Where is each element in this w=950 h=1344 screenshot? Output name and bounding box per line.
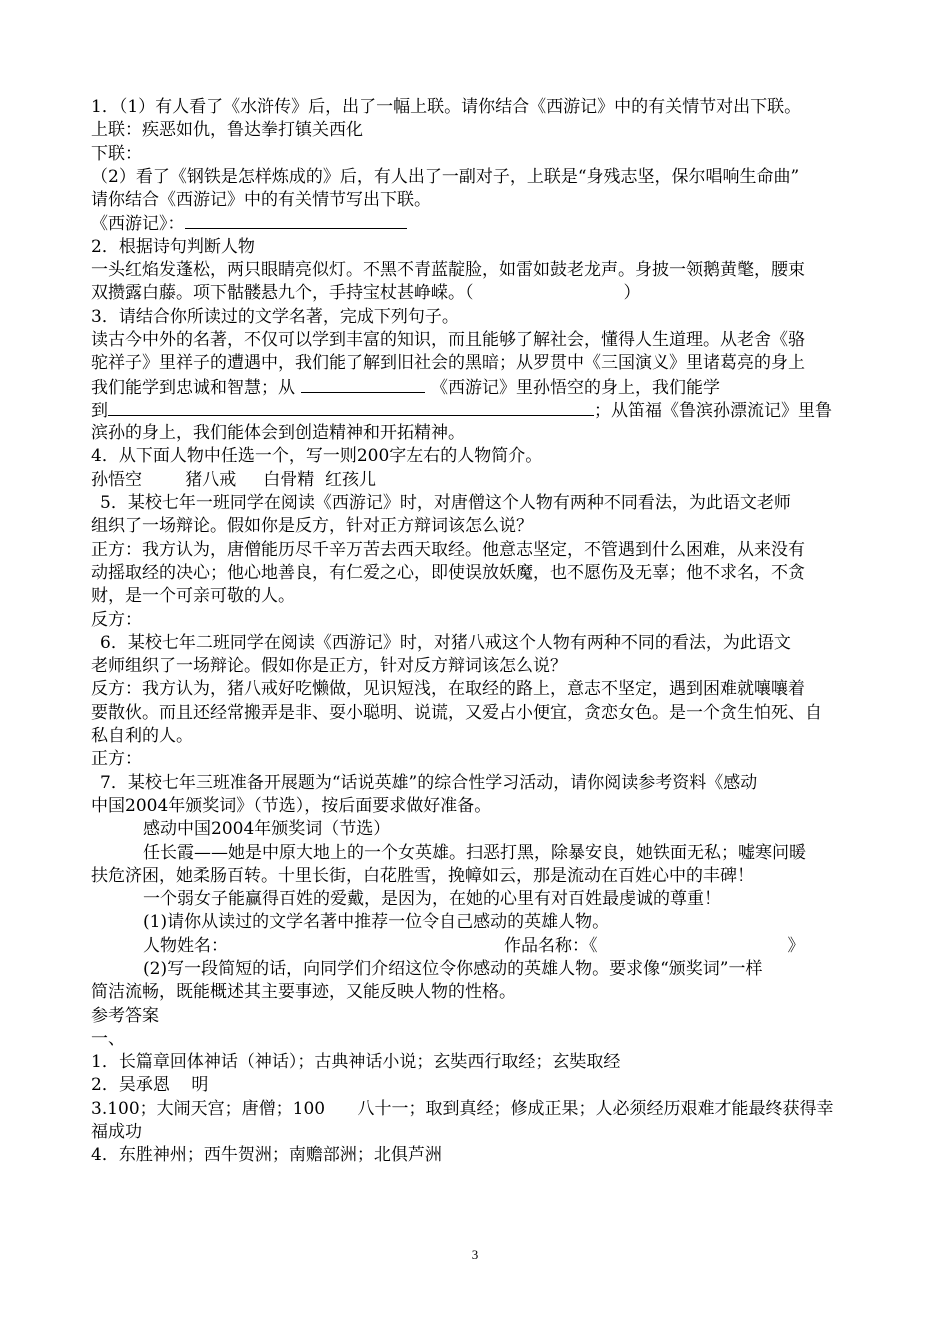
q5-line2: 组织了一场辩论。假如你是反方，针对正方辩词该怎么说？	[91, 516, 533, 537]
q7-task2-line2: 简洁流畅，既能概述其主要事迹，又能反映人物的性格。	[91, 982, 516, 1003]
q5-line1: 5．某校七年一班同学在阅读《西游记》时，对唐僧这个人物有两种不同看法，为此语文老师	[100, 493, 791, 514]
answer-3-line1: 3.100；大闹天宫；唐僧；100 八十一；取到真经；修成正果；人必须经历艰难才能最终获得幸	[91, 1098, 834, 1119]
q7-reference-p1-line1: 任长霞——她是中原大地上的一个女英雄。扫恶打黑，除暴安良，她铁面无私；嘘寒问暖	[143, 842, 806, 863]
answer-3-line2: 福成功	[91, 1122, 142, 1143]
q5-pro-line1: 正方：我方认为，唐僧能历尽千辛万苦去西天取经。他意志坚定，不管遇到什么困难，从来没有	[91, 539, 805, 560]
q1-intro: 1．（1）有人看了《水浒传》后，出了一幅上联。请你结合《西游记》中的有关情节对出下联。	[91, 97, 802, 117]
answer-1: 1．长篇章回体神话（神话）；古典神话小说；玄奘西行取经；玄奘取经	[91, 1052, 621, 1073]
q6-line2: 老师组织了一场辩论。假如你是正方，针对反方辩词该怎么说？	[91, 656, 567, 677]
q5-pro-line3: 财，是一个可亲可敬的人。	[91, 586, 295, 607]
q7-line1: 7．某校七年三班准备开展题为“话说英雄”的综合性学习活动，请你阅读参考资料《感动	[100, 772, 758, 793]
answers-heading: 参考答案	[91, 1005, 159, 1026]
q3-line2: 驼祥子》里祥子的遭遇中，我们能了解到旧社会的黑暗；从罗贯中《三国演义》里诸葛亮的身上	[91, 353, 805, 374]
q3-line3	[91, 376, 861, 399]
q4-names: 孙悟空 猪八戒 白骨精 红孩儿	[91, 469, 377, 490]
q7-task1: (1)请你从读过的文学名著中推荐一位令自己感动的英雄人物。	[143, 912, 610, 933]
q7-line2: 中国2004年颁奖词》（节选），按后面要求做好准备。	[91, 795, 492, 816]
page-number: 3	[471, 1247, 479, 1262]
q1-part2-line1: （2）看了《钢铁是怎样炼成的》后，有人出了一副对子，上联是“身残志坚，保尔唱响生命曲”	[91, 166, 800, 187]
q3-line1: 读古今中外的名著，不仅可以学到丰富的知识，而且能够了解社会，懂得人生道理。从老舍《骆	[91, 329, 805, 350]
q6-con-line2: 要散伙。而且还经常搬弄是非、耍小聪明、说谎，又爱占小便宜，贪恋女色。是一个贪生怕死、自	[91, 702, 822, 723]
q7-reference-p1-line2: 扶危济困，她柔肠百转。十里长街，白花胜雪，挽幛如云，那是流动在百姓心中的丰碑！	[91, 865, 754, 886]
q2-poem-line1: 一头红焰发蓬松，两只眼睛亮似灯。不黑不青蓝靛脸，如雷如鼓老龙声。身披一领鹅黄氅，腰束	[91, 260, 805, 281]
document-page	[91, 96, 861, 1168]
answers-section-label: 一、	[91, 1028, 125, 1049]
q3-blank-2[interactable]	[108, 399, 594, 416]
q1-part2-line2: 请你结合《西游记》中的有关情节写出下联。	[91, 190, 431, 211]
q7-reference-p2: 一个弱女子能赢得百姓的爱戴，是因为，在她的心里有对百姓最虔诚的尊重！	[143, 889, 721, 910]
q3-title: 3．请结合你所读过的文学名著，完成下列句子。	[91, 306, 459, 327]
q3-blank-1[interactable]	[301, 376, 425, 393]
q7-work-close: 》	[787, 935, 805, 956]
q7-name-label: 人物姓名：	[143, 935, 228, 956]
q3-line5: 滨孙的身上，我们能体会到创造精神和开拓精神。	[91, 423, 465, 444]
q2-poem-text: 双攒露白藤。项下骷髅悬九个，手持宝杖甚峥嵘。（	[91, 283, 474, 304]
q6-pro-label: 正方：	[91, 749, 142, 770]
q1-answer-blank[interactable]	[185, 212, 407, 229]
q5-con-label: 反方：	[91, 609, 142, 630]
q3-line4-start: 到	[91, 400, 108, 421]
q6-con-line3: 私自利的人。	[91, 726, 193, 747]
answer-2: 2．吴承恩 明	[91, 1075, 209, 1096]
q7-reference-title: 感动中国2004年颁奖词（节选）	[143, 819, 391, 840]
q6-con-line1: 反方：我方认为，猪八戒好吃懒做，见识短浅，在取经的路上，意志不坚定，遇到困难就嚷嚷着	[91, 679, 805, 700]
answer-4: 4．东胜神州；西牛贺洲；南赡部洲；北俱芦洲	[91, 1145, 442, 1166]
q3-line4-end: ；从笛福《鲁滨孙漂流记》里鲁	[594, 400, 832, 421]
q1-upper-couplet: 上联：疾恶如仇，鲁达拳打镇关西化	[91, 120, 363, 141]
q2-title: 2．根据诗句判断人物	[91, 236, 255, 257]
q4-title: 4．从下面人物中任选一个，写一则200字左右的人物简介。	[91, 446, 543, 467]
q2-poem-line2	[91, 282, 861, 305]
q1-answer-label: 《西游记》：	[91, 214, 185, 235]
q7-task2-line1: (2)写一段简短的话，向同学们介绍这位令你感动的英雄人物。要求像“颁奖词”一样	[143, 958, 763, 979]
q3-line4	[91, 399, 861, 422]
q2-close-paren: ）	[623, 283, 641, 304]
q3-line3-end: 《西游记》里孙悟空的身上，我们能学	[431, 377, 720, 398]
q1-lower-couplet: 下联：	[91, 143, 142, 164]
q1-answer-row	[91, 212, 861, 235]
q5-pro-line2: 动摇取经的决心；他心地善良，有仁爱之心，即使误放妖魔，也不愿伤及无辜；他不求名，不贪	[91, 562, 805, 583]
q7-work-label: 作品名称：《	[504, 935, 598, 956]
q3-line3-start: 我们能学到忠诚和智慧；从	[91, 377, 295, 398]
q6-line1: 6．某校七年二班同学在阅读《西游记》时，对猪八戒这个人物有两种不同的看法，为此语文	[100, 632, 791, 653]
q7-answer-row	[91, 935, 861, 958]
